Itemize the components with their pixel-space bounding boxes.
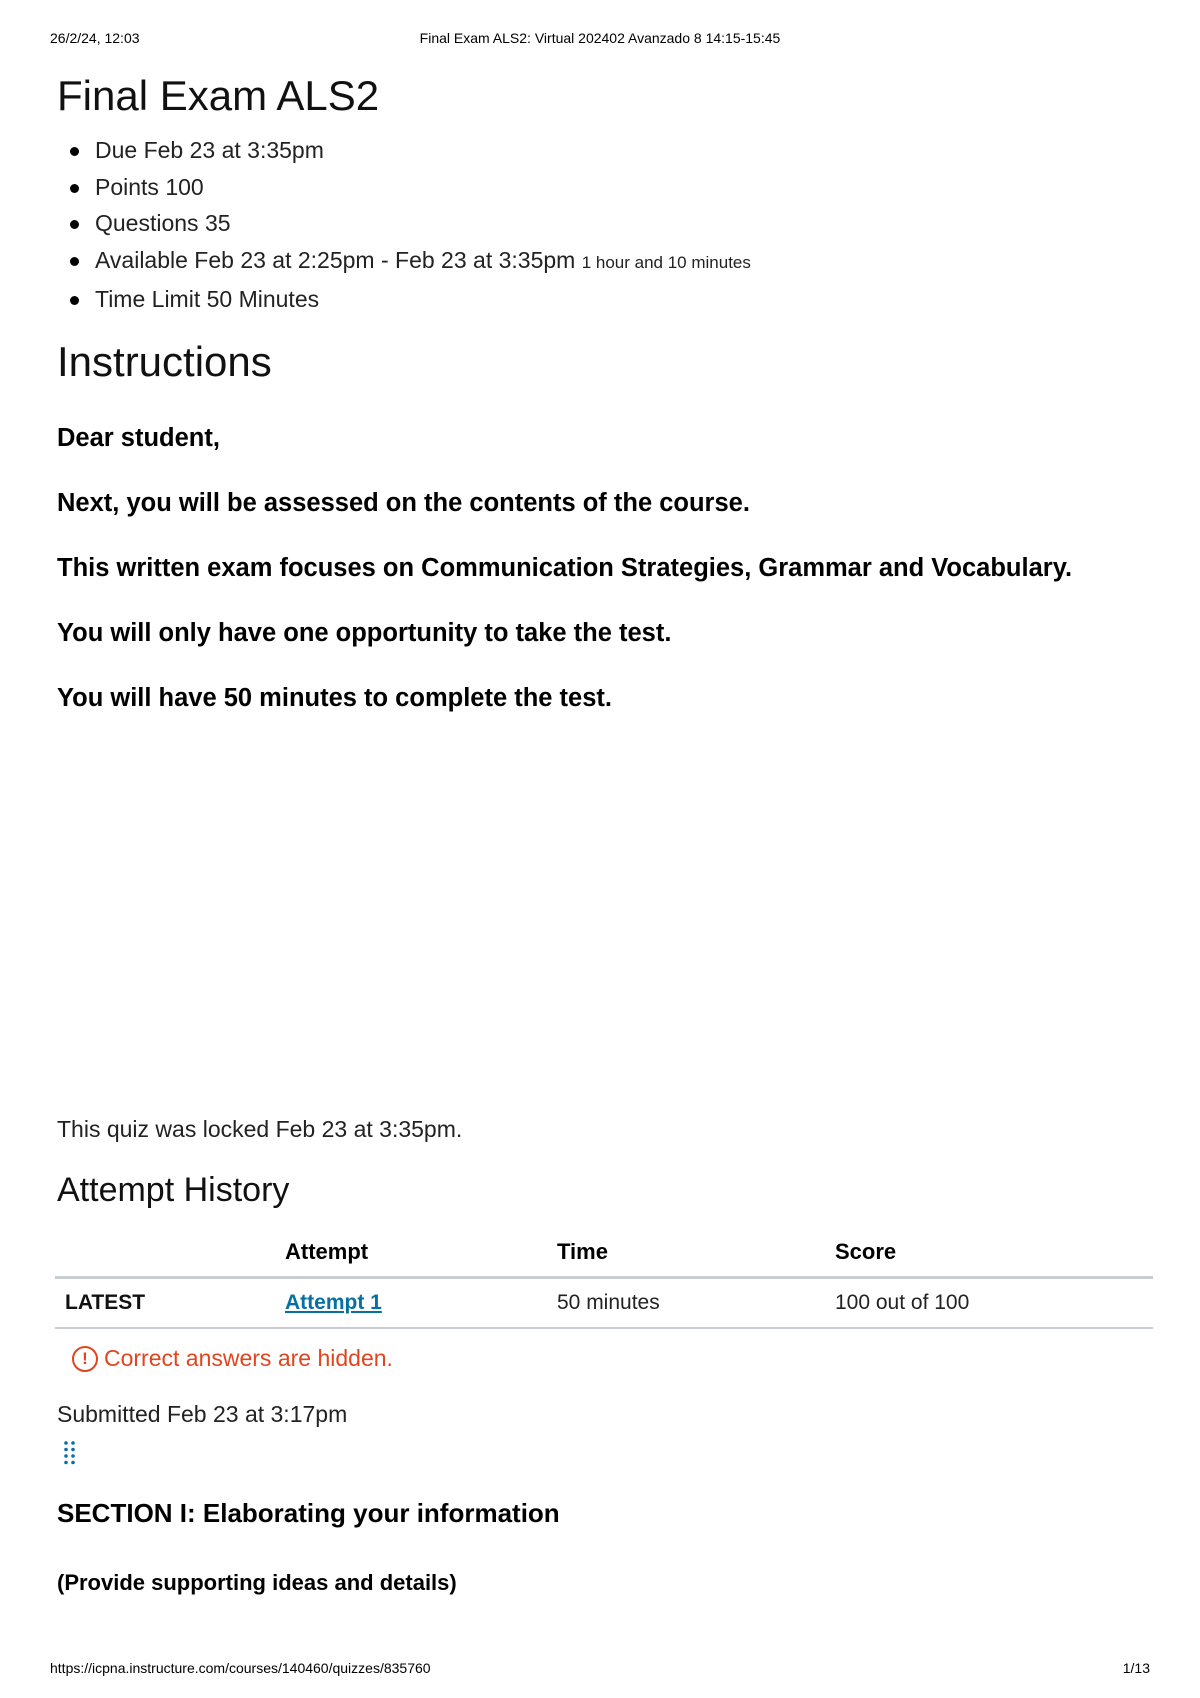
- attempt-history-table: [55, 1228, 1153, 1329]
- bullet-icon: [70, 220, 79, 229]
- table-header-row: [55, 1228, 1153, 1278]
- detail-text: Points 100: [95, 173, 204, 200]
- quiz-detail-due: [57, 132, 1147, 169]
- bullet-icon: [70, 147, 79, 156]
- attempt-time: 50 minutes: [547, 1278, 825, 1329]
- bullet-icon: [70, 296, 79, 305]
- detail-text: Questions 35: [95, 210, 231, 236]
- submitted-timestamp: Submitted Feb 23 at 3:17pm: [57, 1401, 348, 1427]
- column-header-label: [55, 1228, 275, 1278]
- quiz-detail-questions: [57, 205, 1147, 242]
- instructions-heading: Instructions: [57, 337, 272, 385]
- availability-duration: 1 hour and 10 minutes: [581, 252, 751, 272]
- column-header-time: Time: [547, 1228, 825, 1278]
- correct-answers-hidden-notice: [72, 1345, 393, 1372]
- table-row: [55, 1278, 1153, 1329]
- print-page-number: 1/13: [1122, 1660, 1150, 1676]
- drag-handle-icon[interactable]: [62, 1440, 78, 1466]
- attempt-link[interactable]: Attempt 1: [285, 1291, 382, 1314]
- print-header: [0, 30, 1200, 50]
- attempt-status-label: LATEST: [55, 1278, 275, 1329]
- quiz-content: [57, 70, 1147, 741]
- print-url: https://icpna.instructure.com/courses/140460/quizzes/835760: [50, 1660, 431, 1676]
- quiz-detail-points: [57, 169, 1147, 206]
- quiz-details-list: [57, 132, 1147, 318]
- instructions-paragraph: Dear student,: [57, 423, 220, 452]
- quiz-locked-message: This quiz was locked Feb 23 at 3:35pm.: [57, 1116, 463, 1142]
- print-footer: [0, 1660, 1200, 1680]
- section-heading: SECTION I: Elaborating your information: [57, 1498, 560, 1528]
- quiz-detail-time-limit: [57, 281, 1147, 318]
- column-header-attempt: Attempt: [275, 1228, 547, 1278]
- bullet-icon: [70, 257, 79, 266]
- detail-text: Available Feb 23 at 2:25pm - Feb 23 at 3:35pm: [95, 246, 576, 273]
- quiz-title: Final Exam ALS2: [57, 72, 380, 119]
- exclamation-circle-icon: !: [72, 1346, 98, 1372]
- column-header-score: Score: [825, 1228, 1153, 1278]
- attempt-history-heading: Attempt History: [57, 1171, 290, 1209]
- instructions-paragraph: You will only have one opportunity to take the test.: [57, 618, 672, 647]
- instructions-paragraph: Next, you will be assessed on the contents of the course.: [57, 488, 750, 517]
- instructions-paragraph: You will have 50 minutes to complete the test.: [57, 683, 612, 712]
- warning-text: Correct answers are hidden.: [104, 1345, 393, 1371]
- detail-text: Due Feb 23 at 3:35pm: [95, 137, 324, 163]
- quiz-detail-available: [57, 242, 1147, 282]
- print-page-title: Final Exam ALS2: Virtual 202402 Avanzado 8 14:15-15:45: [419, 30, 781, 46]
- instructions-paragraph: This written exam focuses on Communication Strategies, Grammar and Vocabulary.: [57, 553, 1073, 582]
- bullet-icon: [70, 184, 79, 193]
- instructions-body: [57, 416, 1147, 720]
- attempt-score: 100 out of 100: [825, 1278, 1153, 1329]
- detail-text: Time Limit 50 Minutes: [95, 286, 320, 312]
- print-date: 26/2/24, 12:03: [50, 30, 140, 46]
- section-subheading: (Provide supporting ideas and details): [57, 1570, 457, 1595]
- attempt-cell: [275, 1278, 547, 1329]
